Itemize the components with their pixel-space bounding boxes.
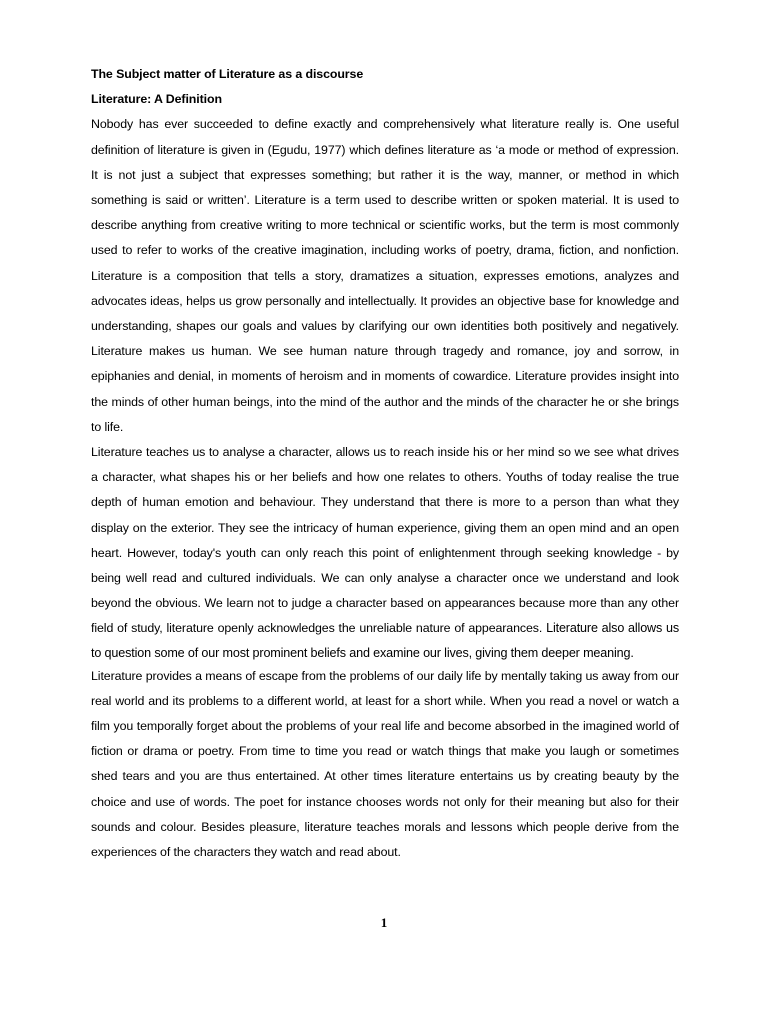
paragraph-character [91,440,679,664]
document-body [91,62,679,865]
paragraph-escape: Literature provides a means of escape from the problems of our daily life by mentally taking us away from our real world and its problems to a different world, at least for a short while. When you read a novel or watch a film you temporally forget about the problems of your real life and become absorbed in the imagined world of fiction or drama or poetry. From time to time you read or watch things that make you laugh or sometimes shed tears and you are thus entertained. At other times literature entertains us by creating beauty by the choice and use of words. The poet for instance chooses words not only for their meaning but also for their sounds and colour. Besides pleasure, literature teaches morals and lessons which people derive from the experiences of the characters they watch and read about. [91,668,679,860]
paragraph-character-tail: Literature also allows us to question some of our most prominent beliefs and examine our lives, giving them deeper meaning. [91,621,680,660]
document-title: The Subject matter of Literature as a discourse [91,67,364,81]
paragraph-definition: Nobody has ever succeeded to define exactly and comprehensively what literature really is. One useful definition of literature is given in (Egudu, 1977) which defines literature as ‘a mode or method of expression. It is not just a subject that expresses something; but rather it is the way, manner, or method in which something is said or written’. Literature is a term used to describe written or spoken material. It is used to describe anything from creative writing to more technical or scientific works, but the term is most commonly used to refer to works of the creative imagination, including works of poetry, drama, fiction, and nonfiction. Literature is a composition that tells a story, dramatizes a situation, expresses emotions, analyzes and advocates ideas, helps us grow personally and intellectually. It provides an objective base for knowledge and understanding, shapes our goals and values by clarifying our own identities both positively and negatively. Literature makes us human. We see human nature through tragedy and romance, joy and sorrow, in epiphanies and denial, in moments of heroism and in moments of cowardice. Literature provides insight into the minds of other human beings, into the mind of the author and the minds of the character he or she brings to life. [91,117,679,434]
paragraph-character-text: Literature teaches us to analyse a character, allows us to reach inside his or her mind so we see what drives a character, what shapes his or her beliefs and how one relates to others. Youths of today realise the true depth of human emotion and behaviour. They understand that there is more to a person than what they display on the exterior. They see the intricacy of human experience, giving them an open mind and an open heart. However, today's youth can only reach this point of enlightenment through seeking knowledge - by being well read and cultured individuals. We can only analyse a character once we understand and look beyond the obvious. We learn not to judge a character based on appearances because more than any other field of study, literature openly acknowledges the unreliable nature of appearances. [91,445,679,636]
section-heading: Literature: A Definition [91,92,222,107]
page-number: 1 [380,915,388,930]
